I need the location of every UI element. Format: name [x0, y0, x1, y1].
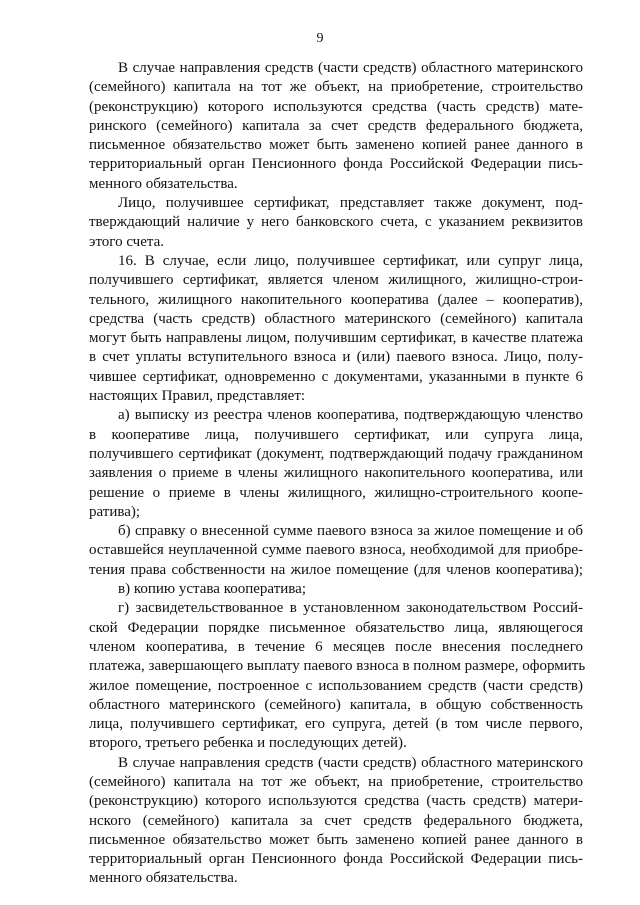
text-line: в) копию устава кооператива;: [118, 581, 306, 598]
paragraph-co-financing-note: [89, 59, 583, 194]
text-line: средства (часть средств) областного материнского (семейного) капитала: [89, 310, 583, 327]
text-line: второго, третьего ребенка и последующих детей).: [89, 735, 407, 752]
text-line: территориальный орган Пенсионного фонда Российской Федерации пись-: [89, 156, 583, 173]
text-line: (реконструкцию) которого используются средства (часть средств) матери-: [89, 793, 583, 810]
text-line: жилое помещение, построенное с использованием средств (части средств): [89, 677, 583, 694]
text-line: тельного, жилищного накопительного кооператива (далее – кооператив),: [89, 291, 583, 308]
text-line: получившего сертификат (документ, подтверждающий подачу гражданином: [89, 445, 583, 462]
text-line: этого счета.: [89, 233, 165, 250]
paragraph-item-a: [89, 406, 583, 522]
text-line: оставшейся неуплаченной сумме паевого взноса, необходимой для приобре-: [89, 542, 583, 559]
text-line: получившего сертификат, является членом жилищного, жилищно-строи-: [89, 272, 583, 289]
paragraph-item-b: [89, 522, 583, 580]
text-line: решение о приеме в члены жилищного, жилищно-строительного коопе-: [89, 484, 583, 501]
page-number: 9: [316, 31, 324, 46]
paragraph-co-financing-note-federal: [89, 754, 583, 889]
text-line: могут быть направлены лицом, получившим сертификат, в качестве платежа: [89, 330, 583, 347]
text-line: настоящих Правил, представляет:: [89, 388, 306, 405]
text-line: Лицо, получившее сертификат, представляет также документ, под-: [118, 195, 583, 212]
text-line: менного обязательства.: [89, 870, 238, 887]
text-line: а) выписку из реестра членов кооператива, подтверждающую членство: [118, 407, 583, 424]
text-line: (реконструкцию) которого используются средства (часть средств) мате-: [89, 98, 583, 115]
text-line: письменное обязательство может быть заменено копией ранее данного в: [89, 831, 583, 848]
text-line: ринского (семейного) капитала за счет средств федерального бюджета,: [89, 117, 583, 134]
paragraph-item-v: [89, 580, 583, 599]
text-line: заявления о приеме в члены жилищного накопительного кооператива, или: [89, 465, 583, 482]
text-line: (семейного) капитала на тот же объект, на приобретение, строительство: [89, 773, 583, 790]
document-body: [89, 59, 586, 889]
text-line: в счет уплаты вступительного взноса и (или) паевого взноса. Лицо, полу-: [89, 349, 583, 366]
text-line: 16. В случае, если лицо, получившее сертификат, или супруг лица,: [118, 252, 583, 269]
text-line: лица, получившего сертификат, его супруга, детей (в том числе первого,: [89, 716, 583, 733]
text-line: нского (семейного) капитала за счет средств федерального бюджета,: [89, 812, 583, 829]
text-line: чившее сертификат, одновременно с документами, указанными в пункте 6: [89, 368, 583, 385]
text-line: в кооперативе лица, получившего сертификат, или супруга лица,: [89, 426, 583, 443]
text-line: В случае направления средств (части средств) областного материнского: [118, 60, 583, 76]
text-line: платежа, завершающего выплату паевого взноса в полном размере, оформить: [89, 658, 586, 675]
text-line: ратива);: [89, 503, 141, 520]
text-line: (семейного) капитала на тот же объект, на приобретение, строительство: [89, 79, 583, 96]
text-line: г) засвидетельствованное в установленном законодательством Россий-: [118, 600, 583, 617]
text-line: тения права собственности на жилое помещение (для членов кооператива);: [89, 561, 583, 578]
text-line: членом кооператива, в течение 6 месяцев после внесения последнего: [89, 638, 583, 655]
text-line: тверждающий наличие у него банковского счета, с указанием реквизитов: [89, 214, 583, 231]
text-line: В случае направления средств (части средств) областного материнского: [118, 754, 583, 771]
text-line: областного материнского (семейного) капитала, в общую собственность: [89, 696, 583, 713]
paragraph-item-g: [89, 599, 586, 753]
text-line: ской Федерации порядке письменное обязательство лица, являющегося: [89, 619, 583, 636]
text-line: письменное обязательство может быть заменено копией ранее данного в: [89, 137, 583, 154]
paragraph-clause-16: [89, 252, 583, 406]
text-line: менного обязательства.: [89, 175, 238, 192]
text-line: территориальный орган Пенсионного фонда Российской Федерации пись-: [89, 851, 583, 868]
text-line: б) справку о внесенной сумме паевого взноса за жилое помещение и об: [118, 523, 583, 540]
paragraph-bank-account: [89, 194, 583, 252]
